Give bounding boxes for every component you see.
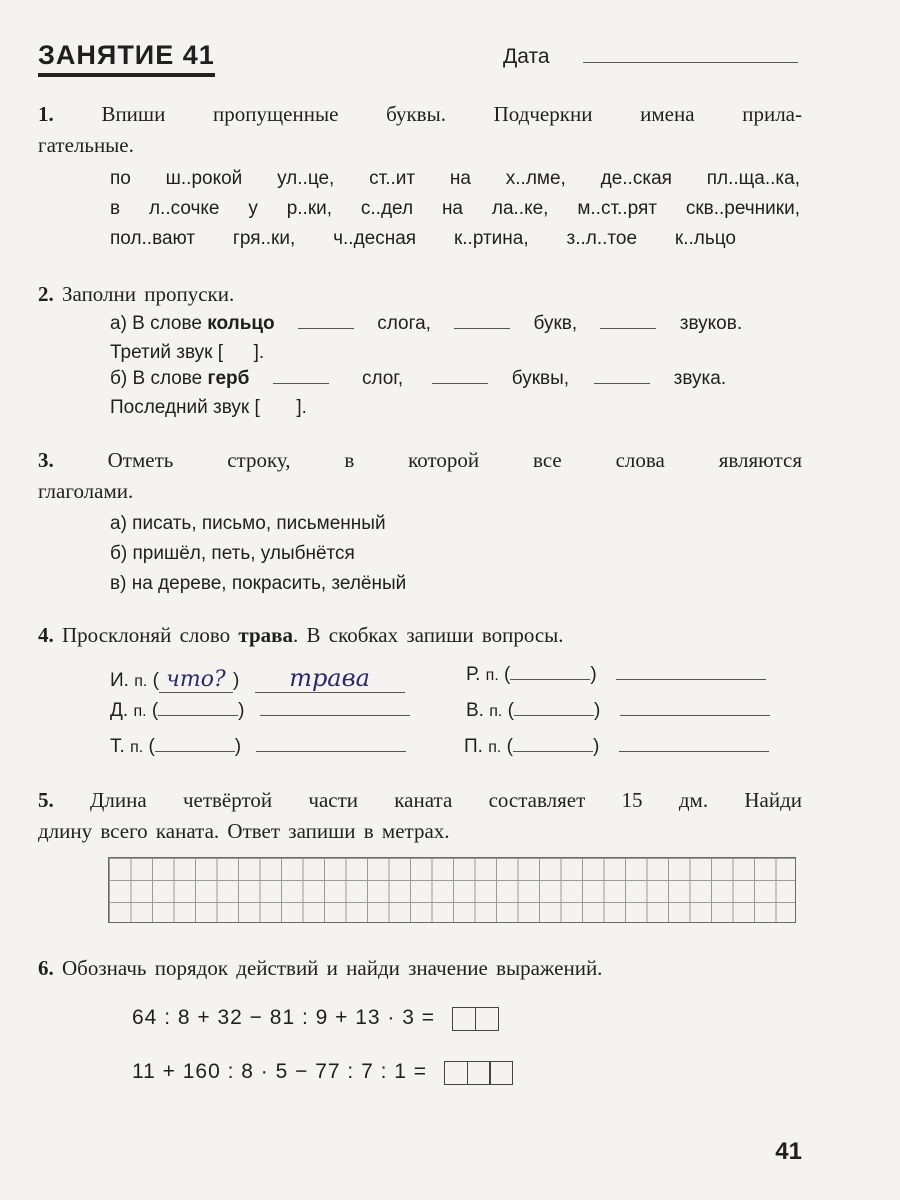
case-question-input[interactable]: что? [159, 667, 233, 693]
bracket-open: ( [152, 670, 159, 691]
task2b-line2 [110, 397, 307, 419]
task2b-bracket-close: ]. [296, 397, 307, 418]
case-answer-input[interactable] [619, 751, 769, 752]
task2a-bracket-close: ]. [253, 342, 265, 363]
case-label: Т. [110, 736, 125, 757]
case-answer-input[interactable] [256, 751, 406, 752]
case-abbr: п. [134, 673, 148, 690]
task2a-line1 [110, 313, 742, 335]
task1-text-line2: гательные. [38, 133, 134, 157]
page-number: 41 [775, 1138, 802, 1165]
case-genitive [466, 664, 766, 686]
task2b-sounds-blank[interactable] [594, 382, 650, 384]
task3-instruction [38, 445, 802, 476]
task3-option-b[interactable]: б) пришёл, петь, улыбнётся [110, 543, 355, 564]
bracket-open: ( [151, 700, 159, 721]
case-label: И. [110, 670, 129, 691]
task1-instruction-cont [38, 130, 802, 161]
case-answer-input[interactable] [620, 715, 770, 716]
task2a-syllables-label: слога, [377, 313, 431, 334]
task1-instruction [38, 99, 802, 130]
case-question-input[interactable] [514, 715, 594, 716]
task4-text-pre: Просклоняй слово [62, 623, 231, 647]
task3-text-line1: Отметь строку, в которой все слова являются [107, 448, 803, 472]
case-label: П. [464, 736, 483, 757]
task2b-syllables-blank[interactable] [273, 382, 329, 384]
answer-box[interactable] [452, 1007, 476, 1031]
case-answer-input[interactable] [616, 679, 766, 680]
task3-number: 3. [38, 448, 54, 472]
task5-text-line1: Длина четвёртой части каната составляет 15 дм. Найди [90, 788, 803, 812]
task5-number: 5. [38, 788, 54, 812]
task1-text-line1: Впиши пропущенные буквы. Подчеркни имена прила- [101, 102, 802, 126]
expression-1 [132, 1006, 497, 1031]
case-abbr: п. [133, 703, 147, 720]
task2a-third-sound-label: Третий звук [ [110, 342, 224, 363]
bracket-close: ) [593, 700, 601, 721]
task5-text-line2: длину всего каната. Ответ запиши в метрах. [38, 819, 450, 843]
header [38, 40, 803, 80]
date-line[interactable] [583, 62, 798, 63]
answer-box[interactable] [444, 1061, 468, 1085]
task2a-word: кольцо [207, 313, 275, 334]
lesson-title: ЗАНЯТИЕ 41 [38, 40, 215, 77]
case-dative [110, 700, 410, 722]
case-prepositional [464, 736, 769, 758]
case-label: В. [466, 700, 484, 721]
task2b-last-sound-label: Последний звук [ [110, 397, 260, 418]
case-question-input[interactable] [155, 751, 235, 752]
expression-1-text: 64 : 8 + 32 − 81 : 9 + 13 · 3 = [132, 1006, 436, 1029]
task4-text-post: . В скобках запиши вопросы. [293, 623, 564, 647]
case-nominative [110, 664, 405, 693]
answer-box[interactable] [467, 1061, 491, 1085]
task2b-line1 [110, 368, 726, 390]
task2a-sounds-label: звуков. [679, 313, 743, 334]
task2a-syllables-blank[interactable] [298, 327, 354, 329]
case-label: Д. [110, 700, 129, 721]
bracket-close: ) [590, 664, 597, 685]
task2b-letters-blank[interactable] [432, 382, 488, 384]
task2a-letters-label: букв, [533, 313, 578, 334]
task4-word: трава [238, 623, 293, 647]
task5-instruction-cont [38, 816, 802, 847]
task4-number: 4. [38, 623, 54, 647]
bracket-open: ( [506, 736, 513, 757]
task3-instruction-cont [38, 476, 802, 507]
case-abbr: п. [489, 703, 503, 720]
case-abbr: п. [488, 739, 502, 756]
task2b-syllables-label: слог, [361, 368, 404, 389]
bracket-open: ( [148, 736, 155, 757]
expression-2 [132, 1060, 512, 1085]
answer-box[interactable] [475, 1007, 499, 1031]
date-label: Дата [503, 45, 550, 68]
task2b-prefix: б) В слове [110, 368, 203, 389]
task2a-letters-blank[interactable] [454, 327, 510, 329]
case-abbr: п. [130, 739, 144, 756]
task3-text-line2: глаголами. [38, 479, 134, 503]
case-instrumental [110, 736, 406, 758]
task2-number: 2. [38, 282, 54, 306]
case-question-input[interactable] [510, 679, 590, 680]
task2b-sounds-label: звука. [673, 368, 727, 389]
bracket-open: ( [507, 700, 514, 721]
task6-text: Обозначь порядок действий и найди значение выражений. [62, 956, 603, 980]
task1-words-line-3[interactable]: пол..вают гря..ки, ч..десная к..ртина, з..л..тое к..льцо [110, 228, 736, 249]
answer-box[interactable] [489, 1061, 513, 1085]
task4-instruction [38, 620, 802, 651]
bracket-close: ) [234, 736, 242, 757]
bracket-close: ) [592, 736, 600, 757]
task1-words-line-1[interactable]: по ш..рокой ул..це, ст..ит на х..лме, де..ская пл..ща..ка, [110, 168, 800, 189]
expression-1-answer-boxes[interactable] [452, 1006, 497, 1030]
case-answer-input[interactable] [260, 715, 410, 716]
case-question-input[interactable] [158, 715, 238, 716]
task1-words-line-2[interactable]: в л..сочке у р..ки, с..дел на ла..ке, м..ст..рят скв..речники, [110, 198, 800, 219]
expression-2-answer-boxes[interactable] [444, 1060, 512, 1084]
task2b-letters-label: буквы, [511, 368, 570, 389]
task6-number: 6. [38, 956, 54, 980]
case-abbr: п. [485, 667, 499, 684]
bracket-open: ( [504, 664, 511, 685]
task5-instruction [38, 785, 802, 816]
expression-2-text: 11 + 160 : 8 · 5 − 77 : 7 : 1 = [132, 1060, 428, 1083]
task2-instruction [38, 279, 802, 310]
task2-text: Заполни пропуски. [62, 282, 235, 306]
task2a-sounds-blank[interactable] [600, 327, 656, 329]
task3-option-c[interactable]: в) на дереве, покрасить, зелёный [110, 573, 407, 594]
answer-grid[interactable] [108, 857, 796, 923]
bracket-close: ) [232, 670, 240, 691]
task2a-prefix: а) В слове [110, 313, 202, 334]
task2b-word: герб [207, 368, 250, 389]
case-question-input[interactable] [513, 751, 593, 752]
case-label: Р. [466, 664, 481, 685]
case-answer-input[interactable]: трава [255, 664, 405, 693]
bracket-close: ) [238, 700, 245, 721]
task1-number: 1. [38, 102, 54, 126]
task6-instruction [38, 953, 802, 984]
case-accusative [466, 700, 770, 722]
task3-option-a[interactable]: а) писать, письмо, письменный [110, 513, 386, 534]
task2a-line2 [110, 342, 264, 364]
